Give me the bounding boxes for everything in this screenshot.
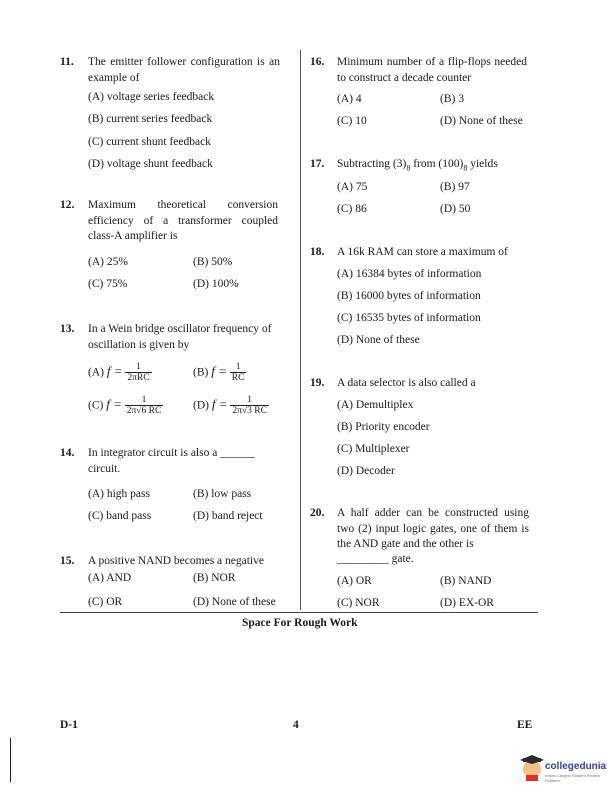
q13-a-f: f =	[106, 363, 123, 379]
q14-number: 14.	[60, 447, 75, 459]
q15-number: 15.	[60, 555, 75, 567]
q14-option-a: (A) high pass	[88, 488, 150, 500]
q11-option-a: (A) voltage series feedback	[88, 91, 215, 103]
q13-option-b	[193, 362, 246, 384]
q14-text: In integrator circuit is also a ______ circuit.	[88, 447, 255, 475]
q12-option-b: (B) 50%	[193, 256, 233, 268]
q13-a-label: (A)	[88, 366, 104, 379]
q20-blank: _________ gate.	[337, 553, 414, 565]
q20-option-d: (D) EX-OR	[440, 597, 494, 609]
set-code: D-1	[60, 719, 78, 731]
q20-option-a: (A) OR	[337, 575, 372, 587]
q19-text: A data selector is also called a	[337, 377, 476, 389]
rough-work-label: Space For Rough Work	[242, 617, 358, 629]
q11-number: 11.	[60, 56, 74, 68]
q17-option-a: (A) 75	[337, 181, 368, 193]
q13-option-c	[88, 395, 163, 417]
q19-option-a: (A) Demultiplex	[337, 399, 414, 411]
q13-d-fraction: $\frac{1}{2\pi√3 RC}$	[232, 395, 267, 417]
q12-text: Maximum theoretical conversion efficiency of a transformer coupled class-A amplifier is	[88, 199, 278, 243]
q11-option-c: (C) current shunt feedback	[88, 136, 211, 148]
q17-option-d: (D) 50	[440, 203, 471, 215]
q17-option-c: (C) 86	[337, 203, 367, 215]
q15-option-a: (A) AND	[88, 572, 132, 584]
q18-option-a: (A) 16384 bytes of information	[337, 268, 482, 280]
q19-option-d: (D) Decoder	[337, 465, 395, 477]
q17-number: 17.	[310, 158, 325, 170]
q15-option-c: (C) OR	[88, 596, 123, 608]
scan-edge-line	[10, 738, 11, 782]
q18-text: A 16k RAM can store a maximum of	[337, 246, 508, 258]
watermark-brand: collegedunia	[545, 761, 607, 772]
q16-text: Minimum number of a flip-flops needed to construct a decade counter	[337, 56, 527, 84]
q16-option-d: (D) None of these	[440, 115, 523, 127]
q16-number: 16.	[310, 56, 325, 68]
column-divider	[300, 50, 301, 610]
q13-a-fraction: $\frac{1}{\text{2πRC}}$	[127, 362, 150, 384]
q17-text: Subtracting $(3)_8$ from $(100)_8$ yields	[337, 158, 498, 173]
q18-option-d: (D) None of these	[337, 334, 420, 346]
q13-d-label: (D)	[193, 399, 209, 412]
q17-option-b: (B) 97	[440, 181, 470, 193]
q13-option-a	[88, 362, 152, 384]
q20-number: 20.	[310, 507, 325, 519]
q12-option-a: (A) 25%	[88, 256, 128, 268]
q13-d-f: f =	[211, 396, 228, 412]
q19-option-c: (C) Multiplexer	[337, 443, 410, 455]
q15-option-b: (B) NOR	[193, 572, 236, 584]
q18-option-b: (B) 16000 bytes of information	[337, 290, 481, 302]
q13-b-label: (B)	[193, 366, 209, 379]
q14-option-d: (D) band reject	[193, 510, 263, 522]
q11-option-b: (B) current series feedback	[88, 113, 213, 125]
subject-code: EE	[517, 719, 533, 731]
q14-option-c: (C) band pass	[88, 510, 152, 522]
q13-text: In a Wein bridge oscillator frequency of oscillation is given by	[88, 323, 272, 351]
q11-text: The emitter follower configuration is an example of	[88, 56, 280, 84]
q19-number: 19.	[310, 377, 325, 389]
q12-option-c: (C) 75%	[88, 278, 128, 290]
q20-option-c: (C) NOR	[337, 597, 380, 609]
page-number: 4	[293, 719, 299, 731]
q19-option-b: (B) Priority encoder	[337, 421, 430, 433]
q13-b-fraction: $\frac{1}{RC}$	[231, 362, 245, 384]
q15-text: A positive NAND becomes a negative	[88, 555, 264, 567]
watermark-tagline: India's Largest Student Review Platform	[545, 773, 601, 784]
q16-option-b: (B) 3	[440, 93, 464, 105]
q18-option-c: (C) 16535 bytes of information	[337, 312, 481, 324]
q20-option-b: (B) NAND	[440, 575, 492, 587]
q14-option-b: (B) low pass	[193, 488, 252, 500]
q13-number: 13.	[60, 323, 75, 335]
q16-option-a: (A) 4	[337, 93, 362, 105]
q16-option-c: (C) 10	[337, 115, 367, 127]
q13-c-f: f =	[106, 396, 122, 412]
q18-number: 18.	[310, 246, 325, 258]
q13-option-d	[193, 395, 269, 417]
footer-rule	[60, 612, 538, 613]
q13-b-f: f =	[211, 363, 227, 379]
q15-option-d: (D) None of these	[193, 596, 276, 608]
q13-c-fraction: $\frac{1}{2\pi√6 RC}$	[126, 395, 162, 417]
collegedunia-logo-icon	[520, 755, 544, 781]
q20-text: A half adder can be constructed using two (2) input logic gates, one of them is the AND gate and the other is	[337, 507, 529, 551]
q13-c-label: (C)	[88, 399, 104, 412]
q12-option-d: (D) 100%	[193, 278, 239, 290]
q12-number: 12.	[60, 199, 75, 211]
q11-option-d: (D) voltage shunt feedback	[88, 158, 213, 170]
